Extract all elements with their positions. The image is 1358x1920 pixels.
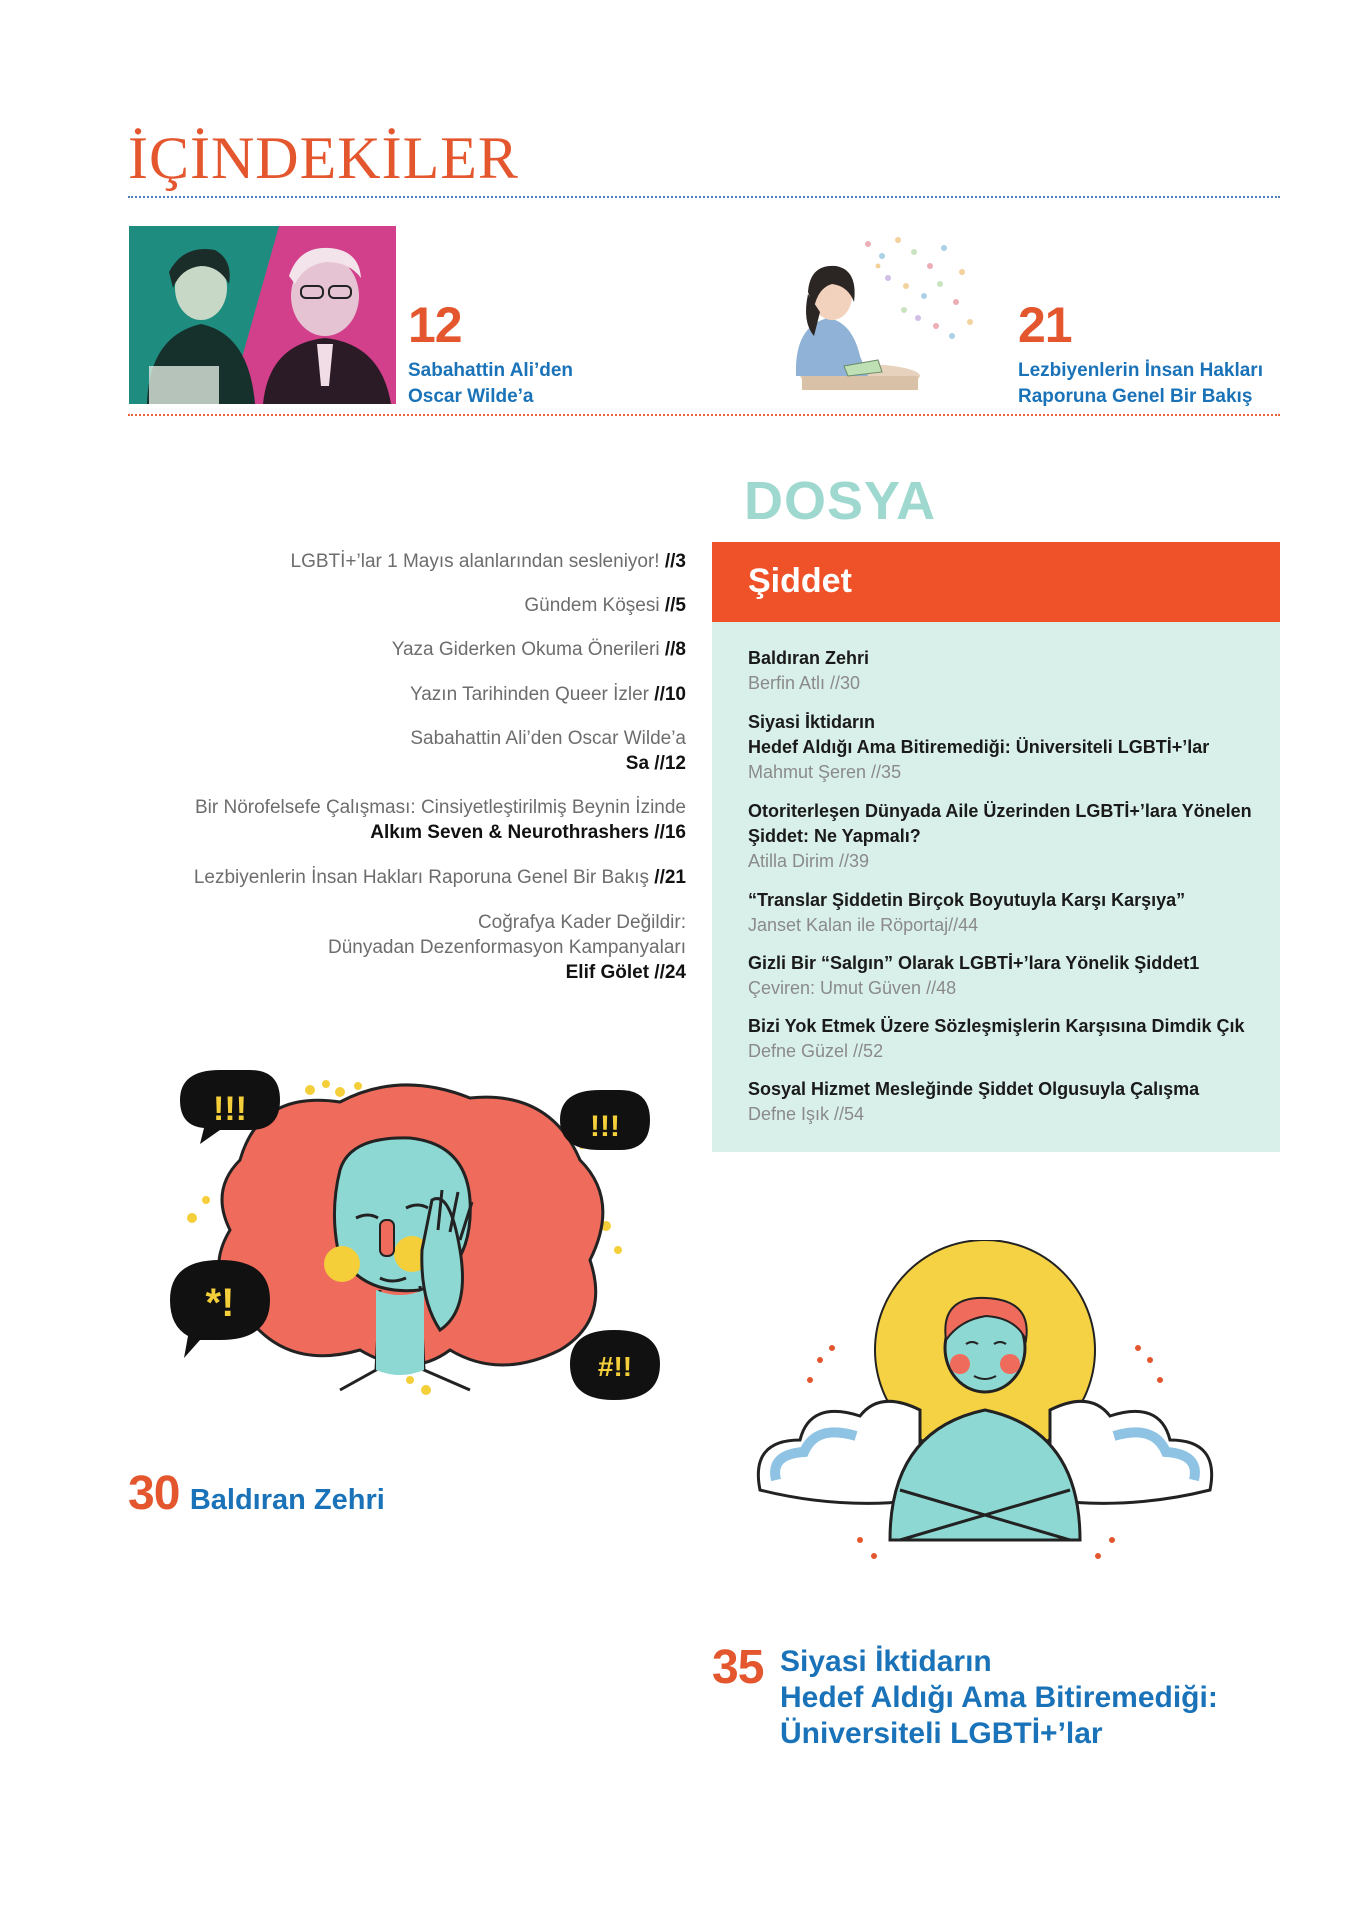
feature-number: 21 <box>1018 297 1072 353</box>
header-divider <box>128 196 1280 198</box>
page-title: İÇİNDEKİLER <box>128 125 519 191</box>
dossier-item-author: Mahmut Şeren //35 <box>748 762 902 782</box>
toc-item-page: //10 <box>649 684 686 705</box>
dossier-item-author: Berfin Atlı //30 <box>748 673 861 693</box>
toc-item-page: //3 <box>659 551 686 572</box>
dossier-item[interactable] <box>748 799 1268 874</box>
dossier-item[interactable] <box>748 1077 1268 1127</box>
toc-item-page: Sa //12 <box>625 753 686 774</box>
toc-item-title: Bir Nörofelsefe Çalışması: Cinsiyetleştirilmiş Beynin İzinde <box>195 797 686 818</box>
toc-item[interactable] <box>126 549 686 574</box>
dossier-item[interactable] <box>748 1014 1268 1064</box>
toc-item[interactable] <box>126 726 686 776</box>
illustration-stressed-woman <box>170 1050 670 1430</box>
dossier-item-title: Sosyal Hizmet Mesleğinde Şiddet Olgusuyla Çalışma <box>748 1079 1200 1099</box>
dossier-item-author: Atilla Dirim //39 <box>748 851 870 871</box>
toc-item-page: //5 <box>659 595 686 616</box>
bottom-feature-title: Baldıran Zehri <box>189 1484 385 1516</box>
dossier-item-title: Baldıran Zehri <box>748 648 870 668</box>
toc-item-title: Gündem Köşesi <box>524 595 660 616</box>
toc-item-title: Lezbiyenlerin İnsan Hakları Raporuna Genel Bir Bakış <box>193 867 650 888</box>
bubble-text: *! <box>205 1281 235 1325</box>
bottom-feature-title[interactable]: Siyasi İktidarın Hedef Aldığı Ama Bitiremediği: Üniversiteli LGBTİ+’lar <box>780 1645 1218 1750</box>
feature-photo-wilde-ali <box>129 226 396 404</box>
feature-divider <box>128 414 1280 416</box>
dossier-item-title: Siyasi İktidarın Hedef Aldığı Ama Bitiremediği: Üniversiteli LGBTİ+’lar <box>748 712 1210 757</box>
dossier-item-author: Defne Işık //54 <box>748 1104 865 1124</box>
bottom-feature[interactable] <box>128 1467 385 1522</box>
dossier-item-author: Defne Güzel //52 <box>748 1041 884 1061</box>
bottom-feature-number: 35 <box>712 1641 764 1694</box>
toc-item-title: LGBTİ+’lar 1 Mayıs alanlarından sesleniyor! <box>290 551 660 572</box>
feature-title[interactable]: Sabahattin Ali’den Oscar Wilde’a <box>408 360 574 407</box>
toc-item-page: Alkım Seven & Neurothrashers //16 <box>370 822 686 843</box>
bottom-feature-number: 30 <box>128 1467 180 1520</box>
dossier-item-title: “Translar Şiddetin Birçok Boyutuyla Karşı Karşıya” <box>748 890 1186 910</box>
dossier-header <box>712 542 1280 622</box>
toc-item[interactable] <box>126 795 686 845</box>
bubble-text: #!! <box>597 1351 633 1382</box>
dossier-label: DOSYA <box>744 471 937 531</box>
toc-item[interactable] <box>126 910 686 985</box>
dossier-item-title: Bizi Yok Etmek Üzere Sözleşmişlerin Karşısına Dimdik Çık <box>748 1016 1245 1036</box>
toc-item[interactable] <box>126 865 686 890</box>
bubble-text: !!! <box>590 1110 620 1143</box>
dossier-item[interactable] <box>748 710 1268 785</box>
toc-item-title: Yaza Giderken Okuma Önerileri <box>391 639 660 660</box>
dossier-item[interactable] <box>748 951 1268 1001</box>
bubble-text: !!! <box>213 1090 247 1128</box>
dossier-item[interactable] <box>748 646 1268 696</box>
toc-item-title: Sabahattin Ali’den Oscar Wilde’a <box>410 728 686 749</box>
dossier-item-author: Çeviren: Umut Güven //48 <box>748 978 957 998</box>
dossier-item-title: Gizli Bir “Salgın” Olarak LGBTİ+’lara Yönelik Şiddet1 <box>748 953 1200 973</box>
dossier-list <box>712 622 1280 1152</box>
toc-item[interactable] <box>126 637 686 662</box>
dossier-item-title: Otoriterleşen Dünyada Aile Üzerinden LGBTİ+’lara Yönelen Şiddet: Ne Yapmalı? <box>748 801 1252 846</box>
illustration-person-clouds <box>740 1240 1230 1580</box>
dossier-theme: Şiddet <box>748 562 852 600</box>
toc-item[interactable] <box>126 593 686 618</box>
dossier-item[interactable] <box>748 888 1268 938</box>
toc-item-page: Elif Gölet //24 <box>565 962 686 983</box>
toc-item-title: Coğrafya Kader Değildir: Dünyadan Dezenformasyon Kampanyaları <box>327 912 686 958</box>
toc-item-page: //21 <box>649 867 686 888</box>
dossier-item-author: Janset Kalan ile Röportaj//44 <box>748 915 979 935</box>
feature-illustration-reading-woman <box>748 226 1002 406</box>
feature-title[interactable]: Lezbiyenlerin İnsan Hakları Raporuna Genel Bir Bakış <box>1018 360 1263 407</box>
feature-number: 12 <box>408 297 462 353</box>
toc-item-title: Yazın Tarihinden Queer İzler <box>409 684 650 705</box>
toc-item[interactable] <box>126 682 686 707</box>
toc-item-page: //8 <box>659 639 686 660</box>
